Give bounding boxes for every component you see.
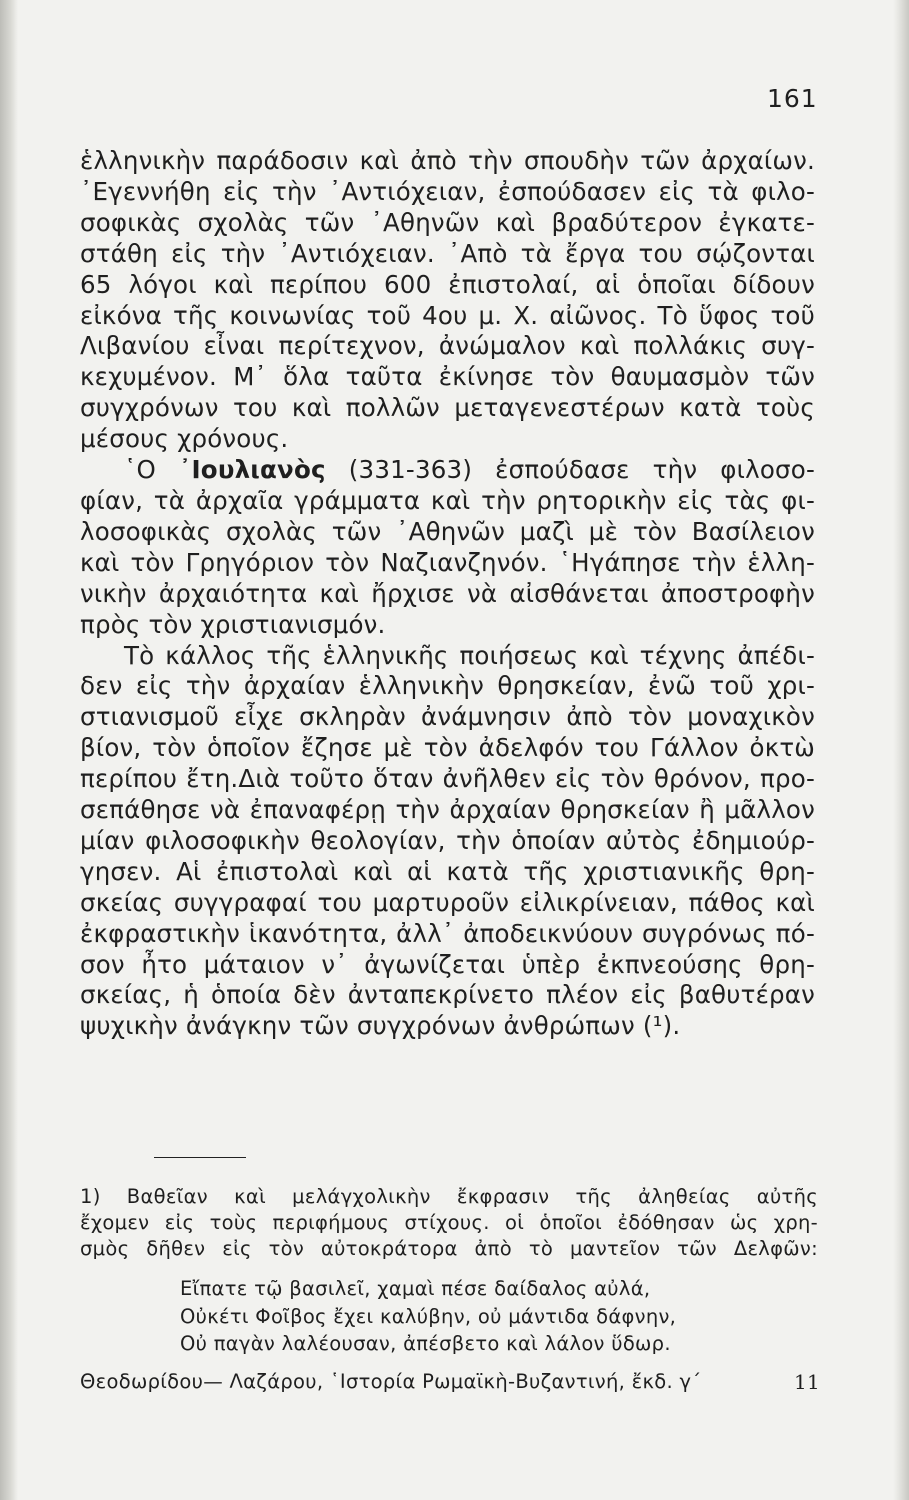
text-line: ψυχικὴν ἀνάγκην τῶν συγχρόνων ἀνθρώπων (¹).	[80, 1011, 681, 1041]
footnote-separator-rule	[154, 1157, 246, 1158]
text-line: σκείας συγγραφαί του μαρτυροῦν εἰλικρίνειαν, πάθος καὶ	[80, 887, 815, 917]
page-right-edge-shadow	[893, 0, 909, 1500]
text-line: κεχυμένον. Μ᾿ ὅλα ταῦτα ἐκίνησε τὸν θαυμασμὸν τῶν	[80, 362, 815, 392]
verse-line: Εἴπατε τῷ βασιλεῖ, χαμαὶ πέσε δαίδαλος αὐλά,	[180, 1277, 651, 1300]
text-line: πρὸς τὸν χριστιανισμόν.	[80, 609, 386, 639]
text-line: ἐκφραστικὴν ἱκανότητα, ἀλλ᾿ ἀποδεικνύουν συγρόνως πό-	[80, 918, 815, 948]
text-line: περίπου ἔτη.Διὰ τοῦτο ὅταν ἀνῆλθεν εἰς τὸν θρόνον, προ-	[80, 764, 815, 794]
text-line: μέσους χρόνους.	[80, 424, 289, 454]
text-line: φίαν, τὰ ἀρχαῖα γράμματα καὶ τὴν ρητορικὴν εἰς τὰς φι-	[80, 485, 815, 515]
text-line: σεπάθησε νὰ ἐπαναφέρῃ τὴν ἀρχαίαν θρησκείαν ἢ μᾶλλον	[80, 795, 815, 825]
book-signature: Θεοδωρίδου— Λαζάρου, ῾Ιστορία Ρωμαϊκὴ-Βυζαντινή, ἔκδ. γ´	[80, 1370, 702, 1393]
verse-line: Οὐκέτι Φοῖβος ἔχει καλύβην, οὐ μάντιδα δάφνην,	[180, 1304, 677, 1328]
page-left-edge-shadow	[0, 0, 18, 1500]
paragraph-2-first-line	[80, 455, 815, 486]
printer-signature-line	[80, 1370, 820, 1394]
text-line: βίον, τὸν ὁποῖον ἔζησε μὲ τὸν ἀδελφόν του Γάλλον ὀκτὼ	[80, 733, 815, 763]
article-prefix: ῾Ο	[124, 455, 156, 485]
text-line: νικὴν ἀρχαιότητα καὶ ἤρχισε νὰ αἰσθάνεται ἀποστροφὴν	[80, 578, 815, 608]
verse-line: Οὐ παγὰν λαλέουσαν, ἀπέσβετο καὶ λάλον ὕδωρ.	[180, 1332, 671, 1355]
footnote-line: 1) Βαθεῖαν καὶ μελάγχολικὴν ἔκφρασιν τῆς ἀληθείας αὐτῆς	[80, 1185, 818, 1208]
emperor-name-julian: ᾿Ιουλιανὸς	[179, 455, 326, 485]
text-line: λοσοφικὰς σχολὰς τῶν ᾿Αθηνῶν μαζὶ μὲ τὸν Βασίλειον	[80, 516, 815, 546]
text-line: 65 λόγοι καὶ περίπου 600 ἐπιστολαί, αἱ ὁποῖαι δίδουν	[80, 269, 815, 299]
text-line: σοφικὰς σχολὰς τῶν ᾿Αθηνῶν καὶ βραδύτερον ἐγκατε-	[80, 207, 815, 237]
text-line: σον ἦτο μάταιον ν᾿ ἀγωνίζεται ὑπὲρ ἐκπνεούσης θρη-	[80, 949, 815, 979]
footnote-line: ἔχομεν εἰς τοὺς περιφήμους στίχους. οἱ ὁποῖοι ἐδόθησαν ὡς χρη-	[80, 1211, 818, 1234]
text-line: μίαν φιλοσοφικὴν θεολογίαν, τὴν ὁποίαν αὐτὸς ἐδημιούρ-	[80, 825, 815, 855]
text-line: συγχρόνων του καὶ πολλῶν μεταγενεστέρων κατὰ τοὺς	[80, 393, 815, 423]
text-line: εἰκόνα τῆς κοινωνίας τοῦ 4ου μ. Χ. αἰῶνος. Τὸ ὕφος τοῦ	[80, 300, 815, 330]
page-number: 161	[767, 84, 818, 113]
text-line: ᾿Εγεννήθη εἰς τὴν ᾿Αντιόχειαν, ἐσπούδασεν εἰς τὰ φιλο-	[80, 176, 815, 206]
text-line: Λιβανίου εἶναι περίτεχνον, ἀνώμαλον καὶ πολλάκις συγ-	[80, 331, 815, 361]
text-line: σκείας, ἡ ὁποία δὲν ἀνταπεκρίνετο πλέον εἰς βαθυτέραν	[80, 980, 815, 1010]
oracle-verse	[180, 1275, 676, 1358]
text-line: καὶ τὸν Γρηγόριον τὸν Ναζιανζηνόν. ῾Ηγάπησε τὴν ἑλλη-	[80, 547, 815, 577]
text-line: στάθη εἰς τὴν ᾿Αντιόχειαν. ᾿Απὸ τὰ ἔργα του σῴζονται	[80, 238, 815, 268]
sheet-number: 11	[793, 1370, 820, 1394]
text-line: ἑλληνικὴν παράδοσιν καὶ ἀπὸ τὴν σπουδὴν τῶν ἀρχαίων.	[80, 146, 815, 175]
footnote-line: σμὸς δῆθεν εἰς τὸν αὐτοκράτορα ἀπὸ τὸ μαντεῖον τῶν Δελφῶν:	[80, 1237, 818, 1260]
text-line: Τὸ κάλλος τῆς ἑλληνικῆς ποιήσεως καὶ τέχνης ἀπέδι-	[124, 640, 815, 670]
paragraph-2-first-line-rest: (331-363) ἐσπούδασε τὴν φιλοσο-	[348, 455, 815, 485]
text-line: γησεν. Αἱ ἐπιστολαὶ καὶ αἱ κατὰ τῆς χριστιανικῆς θρη-	[80, 856, 815, 886]
body-text	[80, 146, 815, 1042]
text-line: στιανισμοῦ εἶχε σκληρὰν ἀνάμνησιν ἀπὸ τὸν μοναχικὸν	[80, 702, 815, 732]
footnote	[80, 1184, 818, 1262]
text-line: δεν εἰς τὴν ἀρχαίαν ἑλληνικὴν θρησκείαν, ἐνῶ τοῦ χρι-	[80, 671, 815, 701]
